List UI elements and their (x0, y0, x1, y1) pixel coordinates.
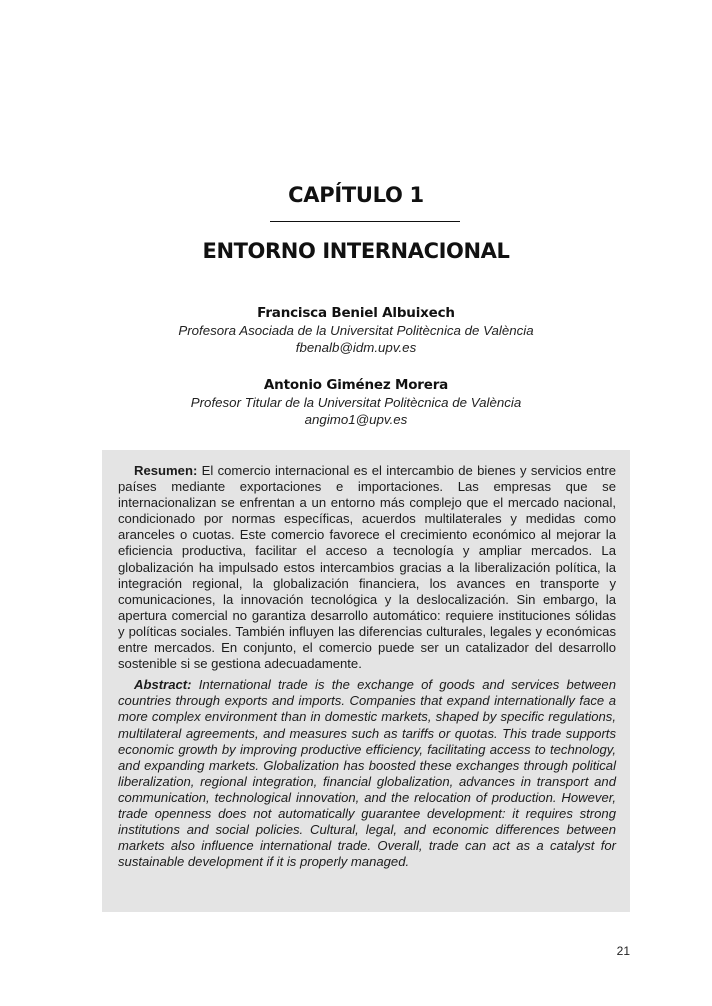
author-email: angimo1@upv.es (304, 412, 408, 427)
chapter-label: CAPÍTULO 1 (288, 183, 424, 207)
abstract-text: International trade is the exchange of goods and services between countries through exports and imports. Companies that expand internationally face a more complex environment than in domestic markets, shaped by specific regulations, multilateral agreements, and measures such as tariffs or quotas. This trade supports economic growth by improving productive efficiency, facilitating access to technology, and expanding markets. Globalization has boosted these exchanges through political liberalization, regional integration, financial globalization, advances in transport and communication, technological innovation, and the relocation of production. However, trade openness does not automatically guarantee development: it requires strong institutions and social policies. Cultural, legal, and economic differences between markets also influence international trade. Overall, trade can act as a catalyst for sustainable development if it is properly managed. (118, 677, 616, 870)
resumen-text: El comercio internacional es el intercambio de bienes y servicios entre países mediante exportaciones e importaciones. Las empresas que se internacionalizan se enfrentan a un entorno más complejo que el mercado nacional, condicionado por normas específicas, acuerdos multilaterales y medidas como aranceles o cuotas. Este comercio favorece el crecimiento económico al mejorar la eficiencia productiva, facilitar el acceso a tecnología y ampliar mercados. La globalización ha impulsado estos intercambios gracias a la liberalización política, la integración regional, la globalización financiera, los avances en transporte y comunicaciones, la innovación tecnológica y la deslocalización. Sin embargo, la apertura comercial no garantiza desarrollo automático: requiere instituciones sólidas y políticas sociales. También influyen las diferencias culturales, legales y económicas entre mercados. En conjunto, el comercio puede ser un catalizador del desarrollo sostenible si se gestiona adecuadamente. (118, 463, 616, 672)
resumen-label: Resumen: (134, 463, 198, 478)
author-affiliation: Profesor Titular de la Universitat Politècnica de València (190, 395, 522, 410)
author-name: Francisca Beniel Albuixech (257, 305, 455, 321)
chapter-title: ENTORNO INTERNACIONAL (202, 239, 510, 263)
abstract-paragraph (118, 677, 616, 870)
abstract-label: Abstract: (134, 677, 192, 693)
page-number: 21 (616, 944, 630, 958)
resumen-paragraph (118, 463, 616, 672)
author-block (0, 376, 712, 428)
author-email: fbenalb@idm.upv.es (295, 340, 417, 355)
author-name: Antonio Giménez Morera (263, 377, 449, 393)
chapter-rule (270, 221, 460, 222)
abstract-box (102, 450, 630, 912)
author-block (0, 304, 712, 356)
author-affiliation: Profesora Asociada de la Universitat Politècnica de València (178, 323, 534, 338)
